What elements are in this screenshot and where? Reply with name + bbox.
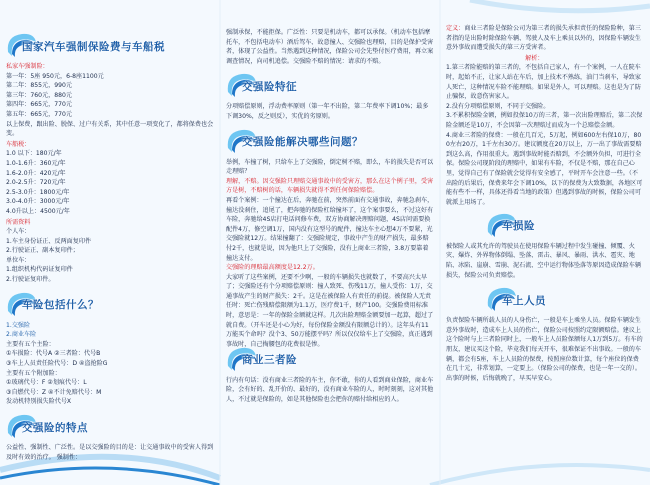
explain-line: 2.没有分项赔偿原则，不同于交强险。 [446,102,550,110]
features-text: 公益性、强制性、广泛性。是以交强险的目的是：让交通事故中的受害人得到及时有效的治疗。 强制性： [6,444,214,461]
section-heading-third-party [226,348,434,372]
documents-title: 所需资料 [6,218,31,226]
coverage-line: ③自燃代号：Z ④不计免赔代号：M [6,388,102,396]
column-left [0,0,220,485]
coverage-line: ①车损险：代号A ②三者险：代号B [6,350,101,358]
documents-block [6,218,214,285]
problem-text-2: 理解，不赔。因交强险只理赔交通事故中的受害方，那么在这个例子里，受害方是树，不赔树的话，车辆损失就得不到任何保险赔偿。 [226,177,434,195]
heading-text: 车险包括什么？ [22,299,99,312]
coverage-line: ①玻璃代号：F ②划痕代号：L [6,379,87,387]
third-party-text: 行内有句话：没有商业三者险的车主，你不敢，你的人看到商业保险，商业车险，会有好的、乱开价的、最好的，没有商业车险的人，时时刻刻，这对其他人，不过就是保险的，如是其他保险也会把你的赔付给相应的人。 [226,376,434,403]
coverage-line: ③车上人员责任险代号：D ④盗抢险G [6,360,108,368]
heading-text: 交强险特征 [242,80,297,93]
private-line: 第四年：665元，770元 [6,101,72,109]
private-line: 以上保费，跟出险、脱保、过户有关系，其中任意一项变化了，都将保费也会变。 [6,120,214,138]
tax-line: 2.5-3.0升：1800元/年 [6,188,70,196]
private-car-title: 私家车强制险： [6,63,49,70]
coverage-line: 2.商业车险 [6,331,37,339]
tax-line: 1.6-2.0升：420元/年 [6,169,66,177]
section-heading-coverage [6,293,214,317]
heading-text: 交强险的特点 [22,421,88,434]
coverage-line: 1.交强险 [6,321,31,329]
problem-text-3: 再看个案例：一个撞达在后，奔驰在前，突然前面有交通事故，奔驰急刹车，撞达没刹住，追尾了，把奔驰的保险杠给撞坏了，这个案事要么，不过这好有车险，奔驰给4S店打电话问修车费，双方协商解决理赔问题，4S店问需要换配件4万，修空调1万，国内没有这型号的配件，撞达车主心想4万不要紧，光交强险就12万。结果撞翻了：交强险规定，事故中产生的财产损失，最多赔付2千，也就是说，因为他只上了交强险，没有上商业三者险，3.8万要靠着撞达支付。 [226,196,434,262]
coverage-line: 主要有五个主险： [6,340,55,348]
definition-block [446,24,644,53]
explain-line: 1.第三者险能赔的第三者的，不包括自己家人，有一个案例，一人在院车时，起始不正，让家人站在车后，加上技术不熟练，油门当刹车，导致家人死亡，这种情况车险不能理赔。如果是外人，可以理赔。这也是为了防止骗保，故意伤害家人。 [446,64,641,101]
section-heading-passengers [486,288,644,312]
doc-line: 1.组织机构代码证复印件 [6,266,73,274]
private-car-block [6,62,214,139]
doc-line: 2.行驶证复印件。 [6,276,55,284]
doc-line: 1.车主身份证正、反两面复印件 [6,237,92,245]
section-heading-insurance-fees [6,34,214,58]
doc-line: 单位车： [6,256,31,264]
problem-text-1: 举例，车撞了树，只给车上了交强险，倒定树不赔，即么，车的损失是否可以走理赔？ [226,158,434,176]
heading-text: 车损险 [502,220,535,233]
doc-line: 个人车： [6,228,31,236]
section-heading-features [6,415,214,439]
tax-line: 3.0-4.0升：3000元/年 [6,198,70,206]
section-heading-traits [226,74,434,98]
explain-block [446,54,644,206]
vehicle-tax-block [6,140,214,217]
explain-line: 3.不累积保险金额，例如投保10万的三者，第一次出险理赔后，第二次保险金额还是10万，不会因第一次理赔过而成为一个总赔偿金额。 [446,112,643,129]
heading-text: 国家汽车强制保险费与车船税 [22,40,165,53]
section-heading-damage [486,214,644,238]
heading-text: 车上人员 [502,294,546,307]
heading-text: 交强险能解决哪些问题？ [242,136,363,149]
coverage-block [6,321,214,407]
tax-line: 2.0-2.5升：720元/年 [6,179,66,187]
coverage-line: 主要有五个附加险： [6,369,61,377]
doc-line: 2.行驶证正、副本复印件； [6,247,79,255]
tax-line: 1.0-1.6升：360元/年 [6,159,66,167]
coverage-line: 发动机特别损失险代号X [6,398,72,406]
definition-title: 定义： [446,25,465,32]
passenger-text: 负责保险车辆所载人员的人身伤亡，一般是车上乘坐人员。保险车辆发生意外事故时，造成车上人员的伤亡，保险公司按照约定限额赔偿。建议上这个险时与上三者险同时上，一般车上人员险保额每人1万到5万。有车的朋友，建议买这个险，毕竟我们每天开车，很难保证不出事故。一般的车辆，都会有5座，车上人员险的保费，按照座位数计算，每个座位的保费在几十元，非常划算，一定要上。（保险公司的保费，也是一年一交的）。出事的时候，后悔就晚了，早买早安心。 [446,317,643,382]
problem-text-4: 交强险的理赔最高额度是12.2万。 [226,264,319,272]
tax-line: 1.0 以下：180元/年 [6,150,62,158]
private-line: 第三年：760元，880元 [6,91,72,99]
tax-line: 4.0升以上：4500元/年 [6,207,70,215]
traits-text: 分项赔偿原则，浮动费率原则（第一年不出险，第二年费率下调10%；最多下调30%，反之则反），实优的劣原则。 [226,103,429,120]
damage-text: 被保险人或其允许的驾驶员在使用保险车辆过程中发生碰撞、倾覆、火灾、爆炸、外界物体倒塌、坠落、雷击、暴风、暴雨、洪水、雹灾、地陷、冰陷、崖崩、雪崩、泥石流、空中运行物体坠落等原因造成保险车辆损失，保险公司负责赔偿。 [446,242,641,279]
heading-text: 商业三者险 [242,354,297,367]
explain-title: 解析： [525,54,544,62]
vehicle-tax-title: 车船税： [6,140,31,148]
column-right [440,0,650,485]
private-line: 第二年：855元，990元 [6,82,72,90]
definition-text: 商业三者险是保险公司为第三者的损失承担责任的保险险种，第三者指的是出险时除保险车辆、驾驶人及车上乘员以外的，因保险车辆发生意外事故而遭受损失的第三方受害者。 [446,25,641,52]
intro-text: 强制承保，不能拒保。广泛性：只要是机动车，都可以承保。（机动车包括摩托车，不包括电动车）酒后驾车、故意撞人、交强险也理赔，目的是保护受害者，体现了公益性。当然遇到这种情况，保险公司会先垫付医疗费用，再立案调查情况，向司机追偿。交强险不赔的情况：请求的不赔。 [226,29,434,65]
problem-text-5: 大家听了这些案例，还要不少啊，一般的车辆损失也就数了，不要高兴太早了；交强险还有个分项赔偿原则：撞人致死、伤残11万，撞人受伤：1万，交通事故产生的财产损失：2千。这是在被保险人有责任的前提。被保险人无责任时：死亡伤残赔偿限额为1.1万，医疗费1千，财产100。交强险费用标准时，意思是：一年的保险金额就这样。几次出险理赔金额要加一起算，超过了就自费。（开车还是小心为好，每份保险金额没有限额总计的）。这年头有11万能买个命吗？没个3、50万能摆平吗？所以仅仅给车上了交强险，真正遇到事故时，自己掏腰包的花费很是惨。 [226,273,434,348]
explain-line: 4.商业三者险的保费：一般在几百元，5万起，例如600左右保10万，800左右20万，1千左右30万。建议额度在20万以上，万一出了事故需要赔到这么高，作用很重大。遇到事故时能否赔到，不会额外负担，可进行全保。保险公司现阶段的理赔中，如果有车险，不仅是不赔，那在自己心里，觉得自己有了保险就会觉得有安全感了，平时开车会注意一些。（不出险的后果后，保费来年会下调10%，以下的保费为大致数据，各地区可能有些不一样，具体还得看当地的政策）但遇到事故的时候，保险公司可就派上用场了。 [446,131,643,206]
private-line: 第五年：665元，770元 [6,110,72,118]
section-heading-problems [226,130,434,154]
private-line: 第一年：5座 950元，6-8座1100元 [6,72,104,80]
column-middle [220,0,440,485]
